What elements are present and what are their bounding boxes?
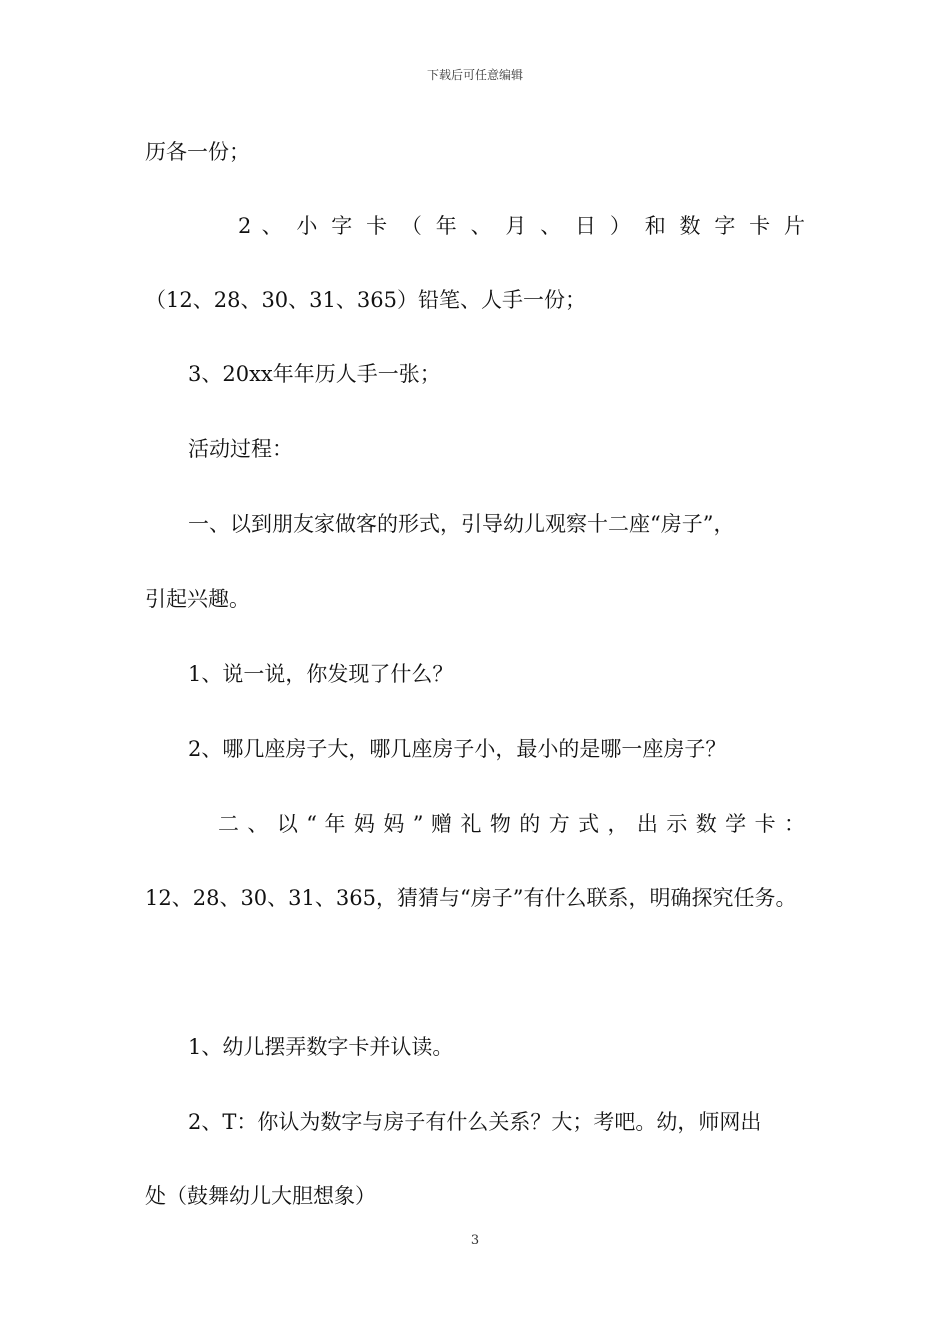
- text-line-1: 历各一份；: [145, 140, 250, 164]
- page-number: 3: [470, 1233, 480, 1248]
- text-line-13: 2、T：你认为数字与房子有什么关系？大；考吧。幼，师网出: [188, 1110, 762, 1134]
- text-line-5: 活动过程：: [188, 437, 293, 461]
- page-header: 下载后可任意编辑: [426, 68, 523, 82]
- text-line-6: 一、以到朋友家做客的形式，引导幼儿观察十二座“房子”，: [188, 512, 735, 536]
- text-line-11: 12、28、30、31、365，猜猜与“房子”有什么联系，明确探究任务。: [145, 886, 797, 910]
- text-line-7: 引起兴趣。: [145, 587, 250, 611]
- text-line-2: 2 、 小 字 卡 （ 年 、 月 、 日 ） 和 数 字 卡 片: [238, 214, 805, 238]
- text-line-10: 二 、 以 “ 年 妈 妈 ” 赠 礼 物 的 方 式 ， 出 示 数 学 卡 ：: [218, 812, 805, 836]
- text-line-8: 1、说一说，你发现了什么？: [188, 662, 454, 686]
- text-line-12: 1、幼儿摆弄数字卡并认读。: [188, 1035, 454, 1059]
- text-line-14: 处（鼓舞幼儿大胆想象）: [145, 1184, 376, 1208]
- text-line-4: 3、20xx年年历人手一张；: [188, 362, 441, 386]
- text-line-9: 2、哪几座房子大，哪几座房子小，最小的是哪一座房子？: [188, 737, 727, 761]
- text-line-3: （12、28、30、31、365）铅笔、人手一份；: [145, 288, 586, 312]
